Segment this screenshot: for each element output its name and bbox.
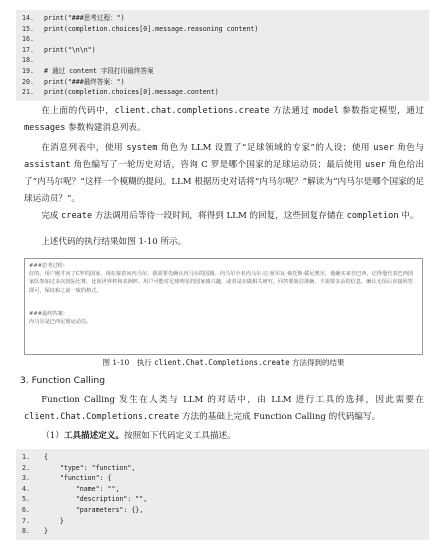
code-line	[22, 505, 423, 516]
code-line	[22, 87, 423, 98]
code-text: print("###思考过程：")	[44, 14, 125, 22]
code-text: "parameters": {},	[44, 505, 144, 514]
code-inline: assistant	[24, 160, 71, 170]
text: 参数构建消息列表。	[65, 123, 146, 133]
code-inline: model	[312, 106, 339, 116]
text: 角色编写了一轮历史对话，咨询 C 罗是哪个国家的足球运动员；最后使用	[70, 160, 365, 170]
code-inline: client.chat.completions.create	[114, 106, 270, 116]
line-number: 3.	[22, 474, 30, 483]
code-inline: messages	[24, 123, 66, 133]
text: 按照如下代码定义工具描述。	[124, 431, 236, 441]
line-number: 14.	[22, 14, 34, 22]
code-line	[22, 34, 423, 45]
paragraph-message-roles	[24, 140, 424, 208]
line-number: 16.	[22, 35, 34, 44]
code-text: print("###最终答案：")	[44, 77, 125, 86]
code-block-bottom	[16, 449, 429, 540]
paragraph-model-messages	[24, 103, 424, 137]
code-line	[22, 484, 423, 495]
code-text: }	[44, 516, 64, 525]
text: 角色给出了“内马尔呢？”这样一个模糊的提问。LLM 根据历史对话将“内马尔呢？”解读为“内马尔是哪个国家的足球运动员？”。	[24, 160, 424, 204]
code-text: # 通过 content 字段打印最终答案	[44, 66, 154, 75]
code-text: "function": {	[44, 474, 112, 483]
code-inline: completion	[346, 211, 399, 221]
line-number: 17.	[22, 45, 34, 54]
text: 角色为 LLM 设置了“足球领域的专家”的人设；使用	[157, 143, 374, 153]
code-line	[22, 13, 423, 24]
line-number: 8.	[22, 527, 30, 536]
code-line	[22, 473, 423, 484]
line-number: 6.	[22, 505, 30, 514]
code-inline: user	[373, 143, 394, 153]
code-line	[22, 452, 423, 463]
code-inline: create	[61, 211, 93, 221]
paragraph-function-calling	[24, 392, 424, 426]
line-number: 5.	[22, 495, 30, 504]
code-inline: user	[364, 160, 386, 170]
paragraph-tool-definition	[24, 428, 424, 445]
line-number: 21.	[22, 88, 34, 97]
caption-text: 方法得到的结果	[289, 358, 345, 367]
code-line	[22, 526, 423, 537]
code-text: "type": "function",	[44, 463, 136, 472]
result-final-body: 内马尔是巴西足球运动员。	[29, 319, 92, 326]
code-line	[22, 516, 423, 527]
paragraph-result-intro	[24, 234, 424, 251]
code-line	[22, 66, 423, 77]
line-number: 15.	[22, 24, 34, 33]
code-line	[22, 55, 423, 66]
text: 方法通过	[269, 106, 313, 116]
figure-caption	[0, 358, 447, 368]
code-text: print(completion.choices[0].message.content)	[44, 88, 219, 97]
text: 上述代码的执行结果如图 1-10 所示。	[41, 237, 187, 247]
text: 在上面的代码中，	[41, 106, 115, 116]
text: Function Calling 发生在人类与 LLM 的对话中，由 LLM 进行工具的选择，因此需要在	[41, 395, 424, 405]
line-number: 7.	[22, 516, 30, 525]
text: 参数指定模型，通过	[338, 106, 425, 116]
text: 方法的基础上完成 Function Calling 的代码编写。	[179, 412, 381, 422]
text: 在消息列表中，使用	[41, 143, 127, 153]
bold-text: 工具描述定义。	[63, 431, 125, 441]
section-heading: 3. Function Calling	[20, 375, 106, 386]
text: 方法调用后等待一段时间，将得到 LLM 的回复，这些回复存储在	[92, 211, 347, 221]
code-text: }	[44, 527, 48, 536]
result-final-title: ###最终答案：	[29, 310, 68, 317]
code-line	[22, 45, 423, 56]
code-inline: system	[126, 143, 158, 153]
result-think-body: 好的，用户刚才问了C罗的国家，现在接着问内马尔。我需要先确认内马尔的国籍。内马尔全名内马尔·达·席尔瓦·桑托斯·儒尼奥尔，他确实来自巴西，记得他代表巴西国家队参加过多次国际比赛，比如世界杯和美洲杯。用户可能对足球明星的国家感兴趣，或者是在做相关研究。回答要简洁准确，不需要多余的信息。确认无误后直接回答即可，保持和之前一致的格式。	[29, 271, 414, 294]
spacer	[29, 295, 418, 310]
line-number: 2.	[22, 463, 30, 472]
text: （1）	[41, 431, 64, 441]
caption-text: 图 1-10 执行	[102, 358, 155, 367]
line-number: 4.	[22, 484, 30, 493]
code-text: "description": "",	[44, 495, 148, 504]
text: 中。	[398, 211, 419, 221]
code-line	[22, 494, 423, 505]
code-block-top	[16, 10, 429, 101]
result-think-title: ###思考过程：	[29, 263, 68, 269]
paragraph-create-call	[24, 208, 424, 225]
code-line	[22, 463, 423, 474]
code-text: print(completion.choices[0].message.reasoning content)	[44, 24, 259, 33]
line-number: 18.	[22, 56, 34, 65]
caption-code: client.Chat.Completions.create	[154, 358, 290, 367]
result-output-box	[24, 258, 423, 355]
code-text: "name": "",	[44, 484, 120, 493]
code-text: {	[44, 453, 48, 461]
code-line	[22, 24, 423, 35]
code-line	[22, 77, 423, 88]
code-inline: client.Chat.Completions.create	[24, 412, 180, 422]
text: 完成	[41, 211, 62, 221]
line-number: 19.	[22, 66, 34, 75]
text: 角色与	[393, 143, 425, 153]
line-number: 1.	[22, 453, 30, 461]
code-text: print("\n\n")	[44, 45, 96, 54]
line-number: 20.	[22, 77, 34, 86]
